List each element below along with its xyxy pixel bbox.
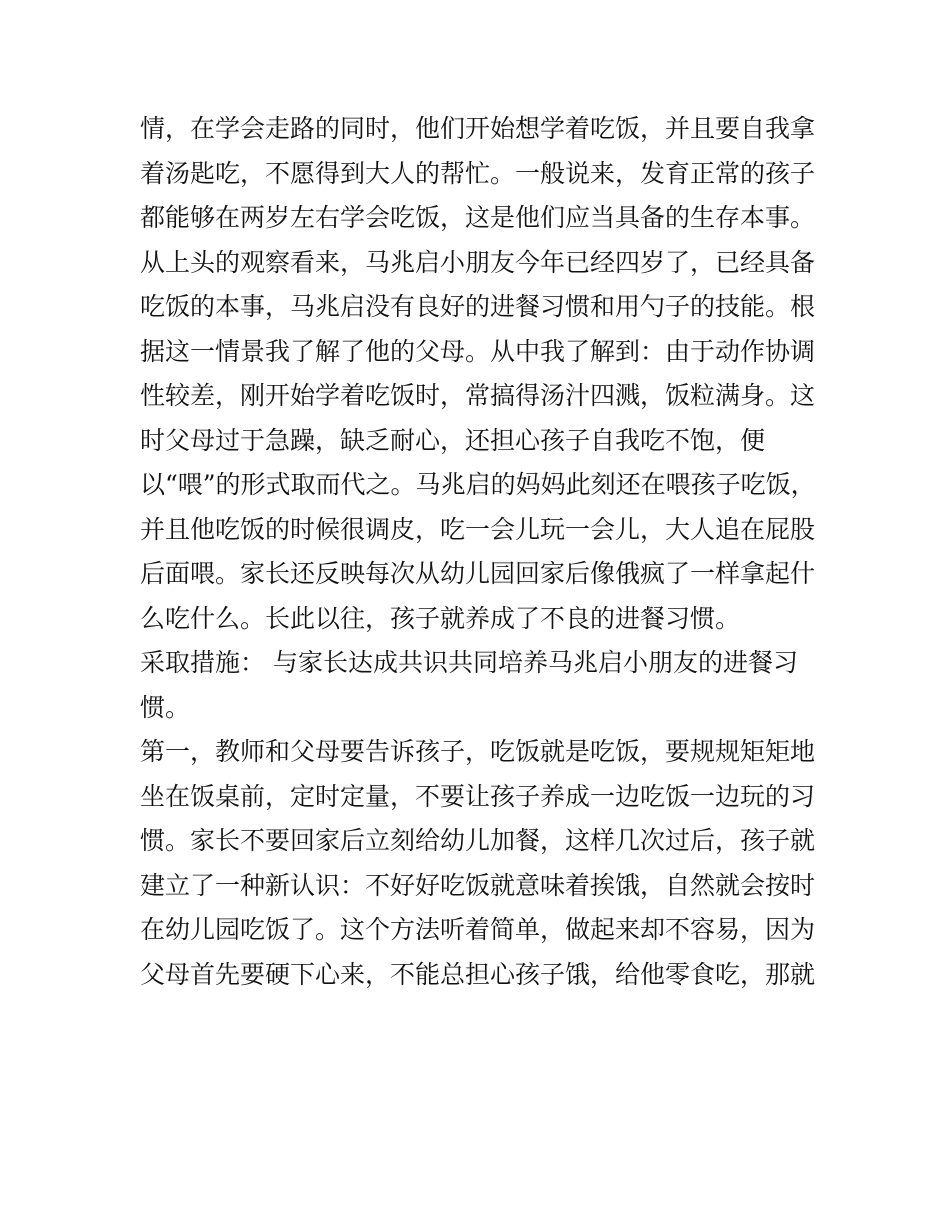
text-line: 么吃什么。长此以往，孩子就养成了不良的进餐习惯。 xyxy=(140,603,741,633)
text-line: 惯。家长不要回家后立刻给幼儿加餐，这样几次过后，孩子就 xyxy=(140,826,816,855)
text-line: 据这一情景我了解了他的父母。从中我了解到：由于动作协调 xyxy=(140,336,816,366)
text-line: 后面喂。家长还反映每次从幼儿园回家后像俄疯了一样拿起什 xyxy=(140,559,816,588)
text-line: 建立了一种新认识：不好好吃饭就意味着挨饿，自然就会按时 xyxy=(140,870,816,900)
body-text xyxy=(140,107,830,997)
text-line: 时父母过于急躁，缺乏耐心，还担心孩子自我吃不饱，便 xyxy=(140,425,766,455)
text-line: 以“喂”的形式取而代之。马兆启的妈妈此刻还在喂孩子吃饭， xyxy=(140,470,816,499)
text-line: 惯。 xyxy=(140,692,191,722)
text-line: 着汤匙吃，不愿得到大人的帮忙。一般说来，发育正常的孩子 xyxy=(140,158,816,188)
text-line: 情，在学会走路的同时，他们开始想学着吃饭，并且要自我拿 xyxy=(140,114,816,143)
text-line: 父母首先要硬下心来，不能总担心孩子饿，给他零食吃，那就 xyxy=(140,959,816,989)
text-line: 并且他吃饭的时候很调皮，吃一会儿玩一会儿，大人追在屁股 xyxy=(140,514,816,544)
text-line: 第一，教师和父母要告诉孩子，吃饭就是吃饭，要规规矩矩地 xyxy=(140,737,816,766)
section-heading-line: 采取措施： 与家长达成共识共同培养马兆启小朋友的进餐习 xyxy=(140,648,798,677)
text-line: 吃饭的本事，马兆启没有良好的进餐习惯和用勺子的技能。根 xyxy=(140,292,816,321)
text-line: 坐在饭桌前，定时定量，不要让孩子养成一边吃饭一边玩的习 xyxy=(140,781,816,811)
text-line: 性较差，刚开始学着吃饭时，常搞得汤汁四溅，饭粒满身。这 xyxy=(140,381,816,410)
text-line: 从上头的观察看来，马兆启小朋友今年已经四岁了，已经具备 xyxy=(140,247,816,277)
text-line: 在幼儿园吃饭了。这个方法听着简单，做起来却不容易，因为 xyxy=(140,915,816,944)
text-line: 都能够在两岁左右学会吃饭，这是他们应当具备的生存本事。 xyxy=(140,203,816,232)
